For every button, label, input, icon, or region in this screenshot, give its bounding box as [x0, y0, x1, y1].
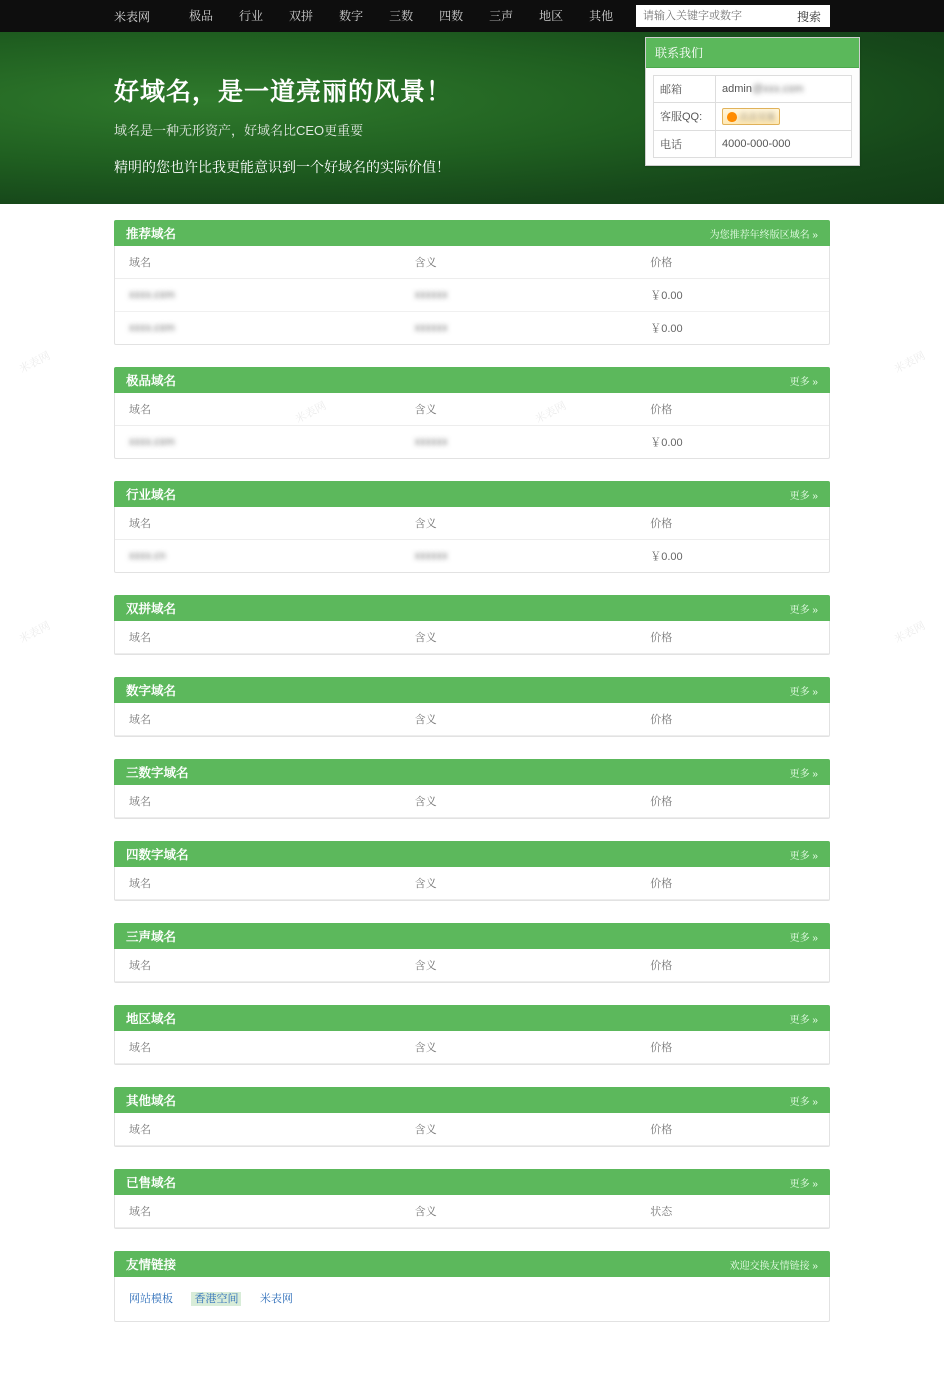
cell-domain[interactable] [115, 279, 401, 312]
panel-header [114, 220, 830, 246]
table-header-row [115, 507, 829, 540]
main-content [17, 204, 928, 1374]
nav-item-jipin[interactable]: 极品 [189, 9, 214, 23]
panel-friendly-links [114, 1251, 830, 1322]
contact-row-phone [653, 131, 852, 158]
contact-value-qq [716, 103, 851, 130]
column-price: 价格 [636, 1113, 829, 1146]
domain-name-blurred: xxxx.com [129, 436, 175, 448]
cell-price: ￥0.00 [636, 279, 829, 312]
search-input[interactable] [636, 5, 788, 27]
panel-body [114, 393, 830, 459]
table-row[interactable] [115, 540, 829, 573]
cell-price: ￥0.00 [650, 323, 683, 335]
panel-three-tone-domains [114, 923, 830, 983]
nav-item-sishu[interactable]: 四数 [439, 9, 464, 23]
panel-body [114, 507, 830, 573]
panel-header [114, 481, 830, 507]
nav-item-hangye[interactable]: 行业 [239, 9, 264, 23]
panel-industry-domains [114, 481, 830, 573]
panel-body [114, 785, 830, 819]
column-domain: 域名 [115, 393, 401, 426]
domain-table [115, 1113, 829, 1146]
table-row[interactable] [115, 426, 829, 459]
column-meaning: 含义 [401, 621, 637, 654]
cell-meaning [401, 426, 637, 459]
column-domain: 域名 [115, 507, 401, 540]
table-header-row [115, 246, 829, 279]
cell-price: ￥0.00 [650, 551, 683, 563]
panel-title: 极品域名 [126, 374, 177, 388]
cell-meaning [401, 540, 637, 573]
panel-body [114, 949, 830, 983]
panel-premium-domains [114, 367, 830, 459]
panel-title: 数字域名 [126, 684, 177, 698]
table-header-row [115, 703, 829, 736]
panel-more-link[interactable]: 更多 » [789, 604, 818, 616]
domain-meaning-blurred: xxxxxx [414, 550, 448, 562]
table-header-row [115, 867, 829, 900]
panel-more-link[interactable]: 更多 » [789, 1178, 818, 1190]
panel-more-link[interactable]: 欢迎交换友情链接 » [729, 1260, 818, 1272]
panel-header [114, 1005, 830, 1031]
friendly-link-website-template[interactable]: 网站模板 [129, 1293, 173, 1305]
column-domain: 域名 [115, 703, 401, 736]
panel-four-digit-domains [114, 841, 830, 901]
column-domain: 域名 [115, 785, 401, 818]
domain-table [115, 507, 829, 572]
contact-card-title: 联系我们 [646, 38, 859, 68]
nav-links [176, 0, 626, 32]
column-meaning: 含义 [401, 949, 637, 982]
domain-table [115, 867, 829, 900]
hero-subtitle: 域名是一种无形资产，好域名比CEO更重要 [114, 123, 364, 138]
domain-name-blurred: xxxx.com [129, 322, 175, 334]
panel-more-link[interactable]: 更多 » [789, 686, 818, 698]
domain-meaning-blurred: xxxxxx [414, 322, 448, 334]
domain-table [115, 703, 829, 736]
column-status: 状态 [636, 1195, 829, 1228]
watermark: 米表网 [17, 619, 53, 646]
contact-email-text: admin [722, 83, 752, 95]
panel-header [114, 1251, 830, 1277]
friendly-link-mibiao[interactable]: 米表网 [259, 1293, 293, 1305]
panel-other-domains [114, 1087, 830, 1147]
panel-more-link[interactable]: 为您推荐年终版区域名 » [709, 229, 818, 241]
panel-header [114, 841, 830, 867]
contact-label-phone: 电话 [654, 131, 716, 157]
panel-double-pinyin-domains [114, 595, 830, 655]
column-price: 价格 [636, 949, 829, 982]
panel-header [114, 367, 830, 393]
column-price: 价格 [636, 507, 829, 540]
column-meaning: 含义 [401, 393, 637, 426]
column-meaning: 含义 [401, 507, 637, 540]
contact-card [645, 37, 860, 166]
cell-domain[interactable] [115, 312, 401, 345]
panel-body [114, 1113, 830, 1147]
panel-body [114, 1031, 830, 1065]
column-price: 价格 [636, 867, 829, 900]
cell-meaning [401, 279, 637, 312]
cell-domain[interactable] [115, 540, 401, 573]
domain-table [115, 1195, 829, 1228]
panel-header [114, 595, 830, 621]
panel-region-domains [114, 1005, 830, 1065]
panel-title: 已售域名 [126, 1176, 177, 1190]
table-header-row [115, 785, 829, 818]
nav-item-sanshu[interactable]: 三数 [389, 9, 414, 23]
column-domain: 域名 [115, 246, 401, 279]
nav-item-shuzi[interactable]: 数字 [339, 9, 364, 23]
hero-title: 好域名，是一道亮丽的风景！ [114, 78, 453, 106]
domain-meaning-blurred: xxxxxx [414, 436, 448, 448]
cell-price: ￥0.00 [650, 437, 683, 449]
contact-card-body [646, 68, 859, 165]
domain-name-blurred: xxxx.cn [129, 550, 166, 562]
panel-more-link[interactable]: 更多 » [789, 1096, 818, 1108]
cell-domain[interactable] [115, 426, 401, 459]
column-price: 价格 [636, 246, 829, 279]
contact-row-qq [653, 103, 852, 131]
top-navigation-bar [0, 0, 944, 32]
column-meaning: 含义 [401, 1113, 637, 1146]
nav-item-sansheng[interactable]: 三声 [489, 9, 514, 23]
contact-value-phone: 4000-000-000 [716, 131, 851, 157]
watermark: 米表网 [892, 619, 928, 646]
nav-item-shuangpin[interactable]: 双拼 [289, 9, 314, 23]
nav-item-qita[interactable]: 其他 [589, 9, 614, 23]
panel-three-digit-domains [114, 759, 830, 819]
panel-header [114, 923, 830, 949]
cell-meaning [401, 312, 637, 345]
panel-header [114, 677, 830, 703]
column-domain: 域名 [115, 621, 401, 654]
column-price: 价格 [636, 621, 829, 654]
domain-meaning-blurred: xxxxxx [414, 289, 448, 301]
qq-chat-button[interactable] [722, 108, 780, 125]
table-header-row [115, 621, 829, 654]
site-brand[interactable]: 米表网 [114, 9, 151, 24]
column-price: 价格 [636, 393, 829, 426]
contact-value-email [716, 76, 851, 102]
table-header-row [115, 393, 829, 426]
panel-title: 三声域名 [126, 930, 177, 944]
panel-more-link[interactable]: 更多 » [789, 490, 818, 502]
panel-title: 地区域名 [126, 1012, 177, 1026]
friendly-links-body [114, 1277, 830, 1322]
panel-title: 其他域名 [126, 1094, 177, 1108]
panel-title: 双拼域名 [126, 602, 177, 616]
column-meaning: 含义 [401, 1195, 637, 1228]
panel-title: 推荐域名 [126, 227, 177, 241]
panel-title: 四数字域名 [126, 848, 189, 862]
domain-table [115, 393, 829, 458]
column-domain: 域名 [115, 1113, 401, 1146]
panel-body [114, 703, 830, 737]
panel-more-link[interactable]: 更多 » [789, 850, 818, 862]
panel-recommended-domains [114, 220, 830, 345]
domain-table [115, 785, 829, 818]
column-price: 价格 [636, 1031, 829, 1064]
panel-body [114, 621, 830, 655]
column-domain: 域名 [115, 867, 401, 900]
table-row[interactable] [115, 279, 829, 312]
hero-banner [0, 32, 944, 204]
domain-table [115, 621, 829, 654]
table-header-row [115, 1031, 829, 1064]
column-price: 价格 [636, 703, 829, 736]
table-row[interactable] [115, 312, 829, 345]
panel-body [114, 246, 830, 345]
column-meaning: 含义 [401, 1031, 637, 1064]
panel-more-link[interactable]: 更多 » [789, 768, 818, 780]
qq-chat-label: 点击交谈 [739, 112, 776, 122]
panel-header [114, 1087, 830, 1113]
domain-name-blurred: xxxx.com [129, 289, 175, 301]
column-domain: 域名 [115, 1031, 401, 1064]
search-button[interactable]: 搜索 [788, 5, 830, 27]
column-domain: 域名 [115, 949, 401, 982]
column-meaning: 含义 [401, 867, 637, 900]
table-header-row [115, 949, 829, 982]
panel-title: 三数字域名 [126, 766, 189, 780]
panel-more-link[interactable]: 更多 » [789, 1014, 818, 1026]
table-header-row [115, 1113, 829, 1146]
domain-table [115, 246, 829, 344]
nav-item-diqu[interactable]: 地区 [539, 9, 564, 23]
panel-more-link[interactable]: 更多 » [789, 376, 818, 388]
column-price: 价格 [636, 785, 829, 818]
table-header-row [115, 1195, 829, 1228]
watermark: 米表网 [17, 349, 53, 376]
column-meaning: 含义 [401, 703, 637, 736]
panel-header [114, 1169, 830, 1195]
contact-email-blurred: @xxx.com [751, 83, 804, 95]
panel-title: 友情链接 [126, 1258, 177, 1272]
panel-title: 行业域名 [126, 488, 177, 502]
panel-numeric-domains [114, 677, 830, 737]
domain-table [115, 949, 829, 982]
watermark: 米表网 [892, 349, 928, 376]
domain-table [115, 1031, 829, 1064]
panel-header [114, 759, 830, 785]
contact-label-email: 邮箱 [654, 76, 716, 102]
column-meaning: 含义 [401, 785, 637, 818]
search-area [636, 5, 830, 27]
contact-row-email [653, 75, 852, 103]
friendly-link-hk-hosting[interactable]: 香港空间 [191, 1292, 241, 1306]
column-domain: 域名 [115, 1195, 401, 1228]
panel-sold-domains [114, 1169, 830, 1229]
panel-body [114, 867, 830, 901]
qq-penguin-icon [727, 112, 737, 122]
panel-body [114, 1195, 830, 1229]
hero-tagline: 精明的您也许比我更能意识到一个好域名的实际价值！ [114, 159, 450, 175]
panel-more-link[interactable]: 更多 » [789, 932, 818, 944]
column-meaning: 含义 [401, 246, 637, 279]
contact-label-qq: 客服QQ: [654, 103, 716, 130]
